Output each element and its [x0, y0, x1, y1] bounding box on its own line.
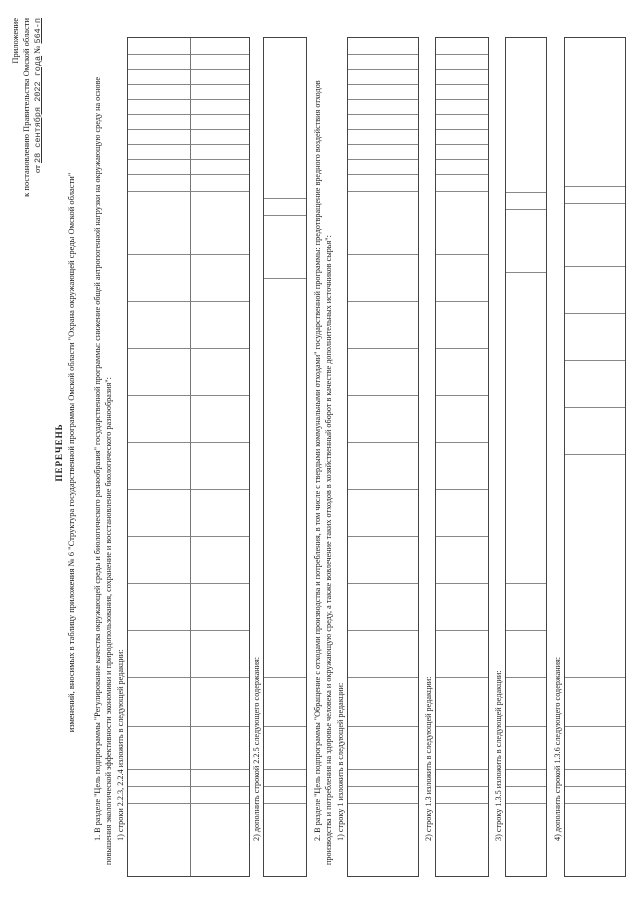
table-row-1-3-5	[505, 37, 547, 877]
section-1-item-2: 2) дополнить строкой 2.2.5 следующего содержания:	[252, 656, 261, 841]
table-row-1	[347, 37, 419, 877]
section-1-item-1: 1) строки 2.2.3, 2.2.4 изложить в следующей редакции:	[116, 649, 125, 841]
document-subtitle: изменений, вносимых в таблицу приложения № 6 "Структура государственной программы Омской области "Охрана окружающей среды Омской области"	[66, 172, 76, 733]
annex-decree: к постановлению Правительства Омской области	[21, 18, 31, 197]
document-title: ПЕРЕЧЕНЬ	[54, 423, 64, 482]
section-2-item-2: 2) строку 1.3 изложить в следующей редакции:	[424, 676, 433, 841]
table-row-1-3	[435, 37, 489, 877]
annex-date-line: от 28 сентября 2022 года № 564-п	[32, 18, 43, 173]
section-2-item-4: 4) дополнить строкой 1.3.6 следующего содержания:	[553, 656, 562, 841]
table-row	[565, 38, 625, 876]
table-rows-2-2-3-2-2-4	[127, 37, 250, 877]
annex-header	[10, 18, 44, 197]
table-row	[348, 38, 418, 876]
annex-label: Приложение	[10, 18, 20, 64]
section-2-text: 2. В разделе "Цель подпрограммы "Обращение с отходами производства и потребления, в том числе с твердыми коммунальными отходами" государственной программы: предотвращение вредного воздействия отходов производства и потребления на здоровье человека и окружающую среду, а также вовлечение таких отходов в хозяйственный оборот в качестве дополнительных источников сырья":	[313, 80, 333, 865]
table-row	[191, 38, 249, 876]
table-row	[128, 38, 191, 876]
handwritten-number: 564-п	[33, 18, 43, 44]
section-1-text: 1. В разделе "Цель подпрограммы "Регулирование качества окружающей среды и биологического разнообразия" государственной программы: снижение общей антропогенной нагрузки на окружающую среду на основе повышения экологической эффективности экономики и природопользования, сохранение и восстановление биологического разнообразия":	[93, 76, 113, 865]
table-row-1-3-6	[564, 37, 626, 877]
handwritten-date: 28 сентября 2022 года	[33, 55, 43, 164]
section-2-item-3: 3) строку 1.3.5 изложить в следующей редакции:	[494, 670, 503, 841]
section-2-item-1: 1) строку 1 изложить в следующей редакции:	[336, 682, 345, 841]
table-row	[436, 38, 488, 876]
table-row-2-2-5	[263, 37, 307, 877]
table-row	[506, 38, 546, 876]
table-row	[264, 38, 306, 876]
